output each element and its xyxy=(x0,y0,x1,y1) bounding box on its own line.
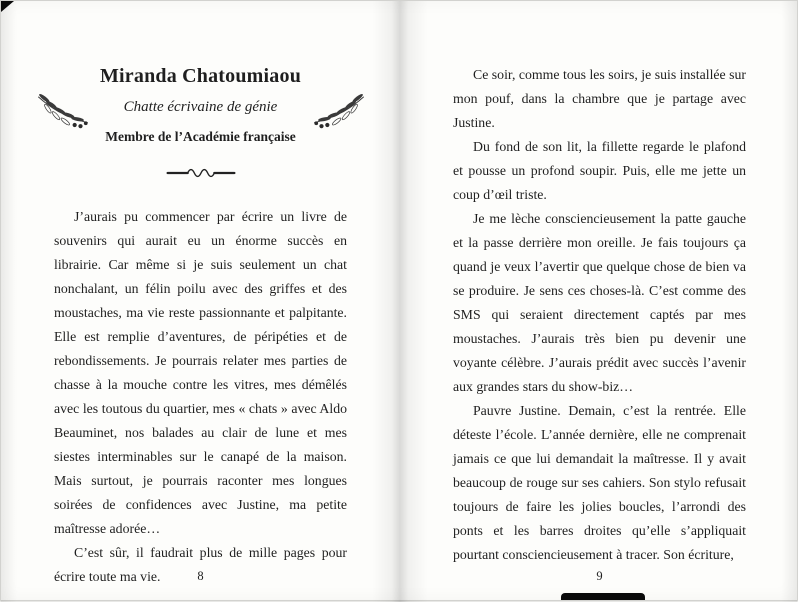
right-page-body xyxy=(453,63,746,567)
paragraph: Je me lèche consciencieusement la patte gauche et la passe derrière mon oreille. Je fais toujours ça quand je veux l’avertir que quelque chose de bien va se produire. Je sens ces choses-là. C’est comme des SMS qui seraient directement captés par mes moustaches. J’aurais très bien pu devenir une voyante célèbre. J’aurais prédit avec succès l’avenir aux grandes stars du show-biz… xyxy=(453,211,746,394)
page-left xyxy=(1,1,400,600)
paragraph: J’aurais pu commencer par écrire un livre de souvenirs qui aurait eu un énorme succès en librairie. Car même si je suis seulement un chat nonchalant, un félin poilu avec des griffes et des moustaches, ma vie reste passionnante et palpitante. Elle est remplie d’aventures, de péripéties et de rebondissements. Je pourrais relater mes parties de chasse à la mouche contre les vitres, mes démêlés avec les toutous du quartier, mes « chats » avec Aldo Beauminet, nos balades au clair de lune et mes siestes interminables sur le canapé de la maison. Mais surtout, je pourrais raconter mes longues soirées de confidences avec Justine, ma petite maîtresse adorée… xyxy=(54,209,347,536)
chapter-affiliation: Membre de l’Académie française xyxy=(105,129,296,144)
olive-branch-left-icon xyxy=(35,91,91,131)
paragraph: C’est sûr, il faudrait plus de mille pages pour écrire toute ma vie. xyxy=(54,545,347,584)
page-number-left: 8 xyxy=(197,569,204,583)
left-page-body xyxy=(54,205,347,589)
chapter-header xyxy=(31,65,371,179)
paragraph: Ce soir, comme tous les soirs, je suis installée sur mon pouf, dans la chambre que je partage avec Justine. xyxy=(453,67,746,130)
chapter-title: Miranda Chatoumiaou xyxy=(99,65,302,87)
olive-branch-right-icon xyxy=(311,91,367,131)
paragraph: Du fond de son lit, la fillette regarde le plafond et pousse un profond soupir. Puis, elle me jette un coup d’œil triste. xyxy=(453,139,746,202)
paragraph: Pauvre Justine. Demain, c’est la rentrée. Elle déteste l’école. L’année dernière, elle ne comprenait jamais ce que lui demandait la maîtresse. Il y avait beaucoup de rouge sur ses cahiers. Son stylo refusait toujours de faire les jolies boucles, l’arrondi des ponts et les barres droites qu’elle s’appliquait pourtant consciencieusement à tracer. Son écriture, xyxy=(453,403,746,562)
page-right xyxy=(400,1,798,600)
chapter-subtitle: Chatte écrivaine de génie xyxy=(123,99,278,115)
page-number-right: 9 xyxy=(596,569,603,583)
scan-artifact-bottom xyxy=(561,593,645,600)
flourish-divider-icon xyxy=(166,167,236,179)
